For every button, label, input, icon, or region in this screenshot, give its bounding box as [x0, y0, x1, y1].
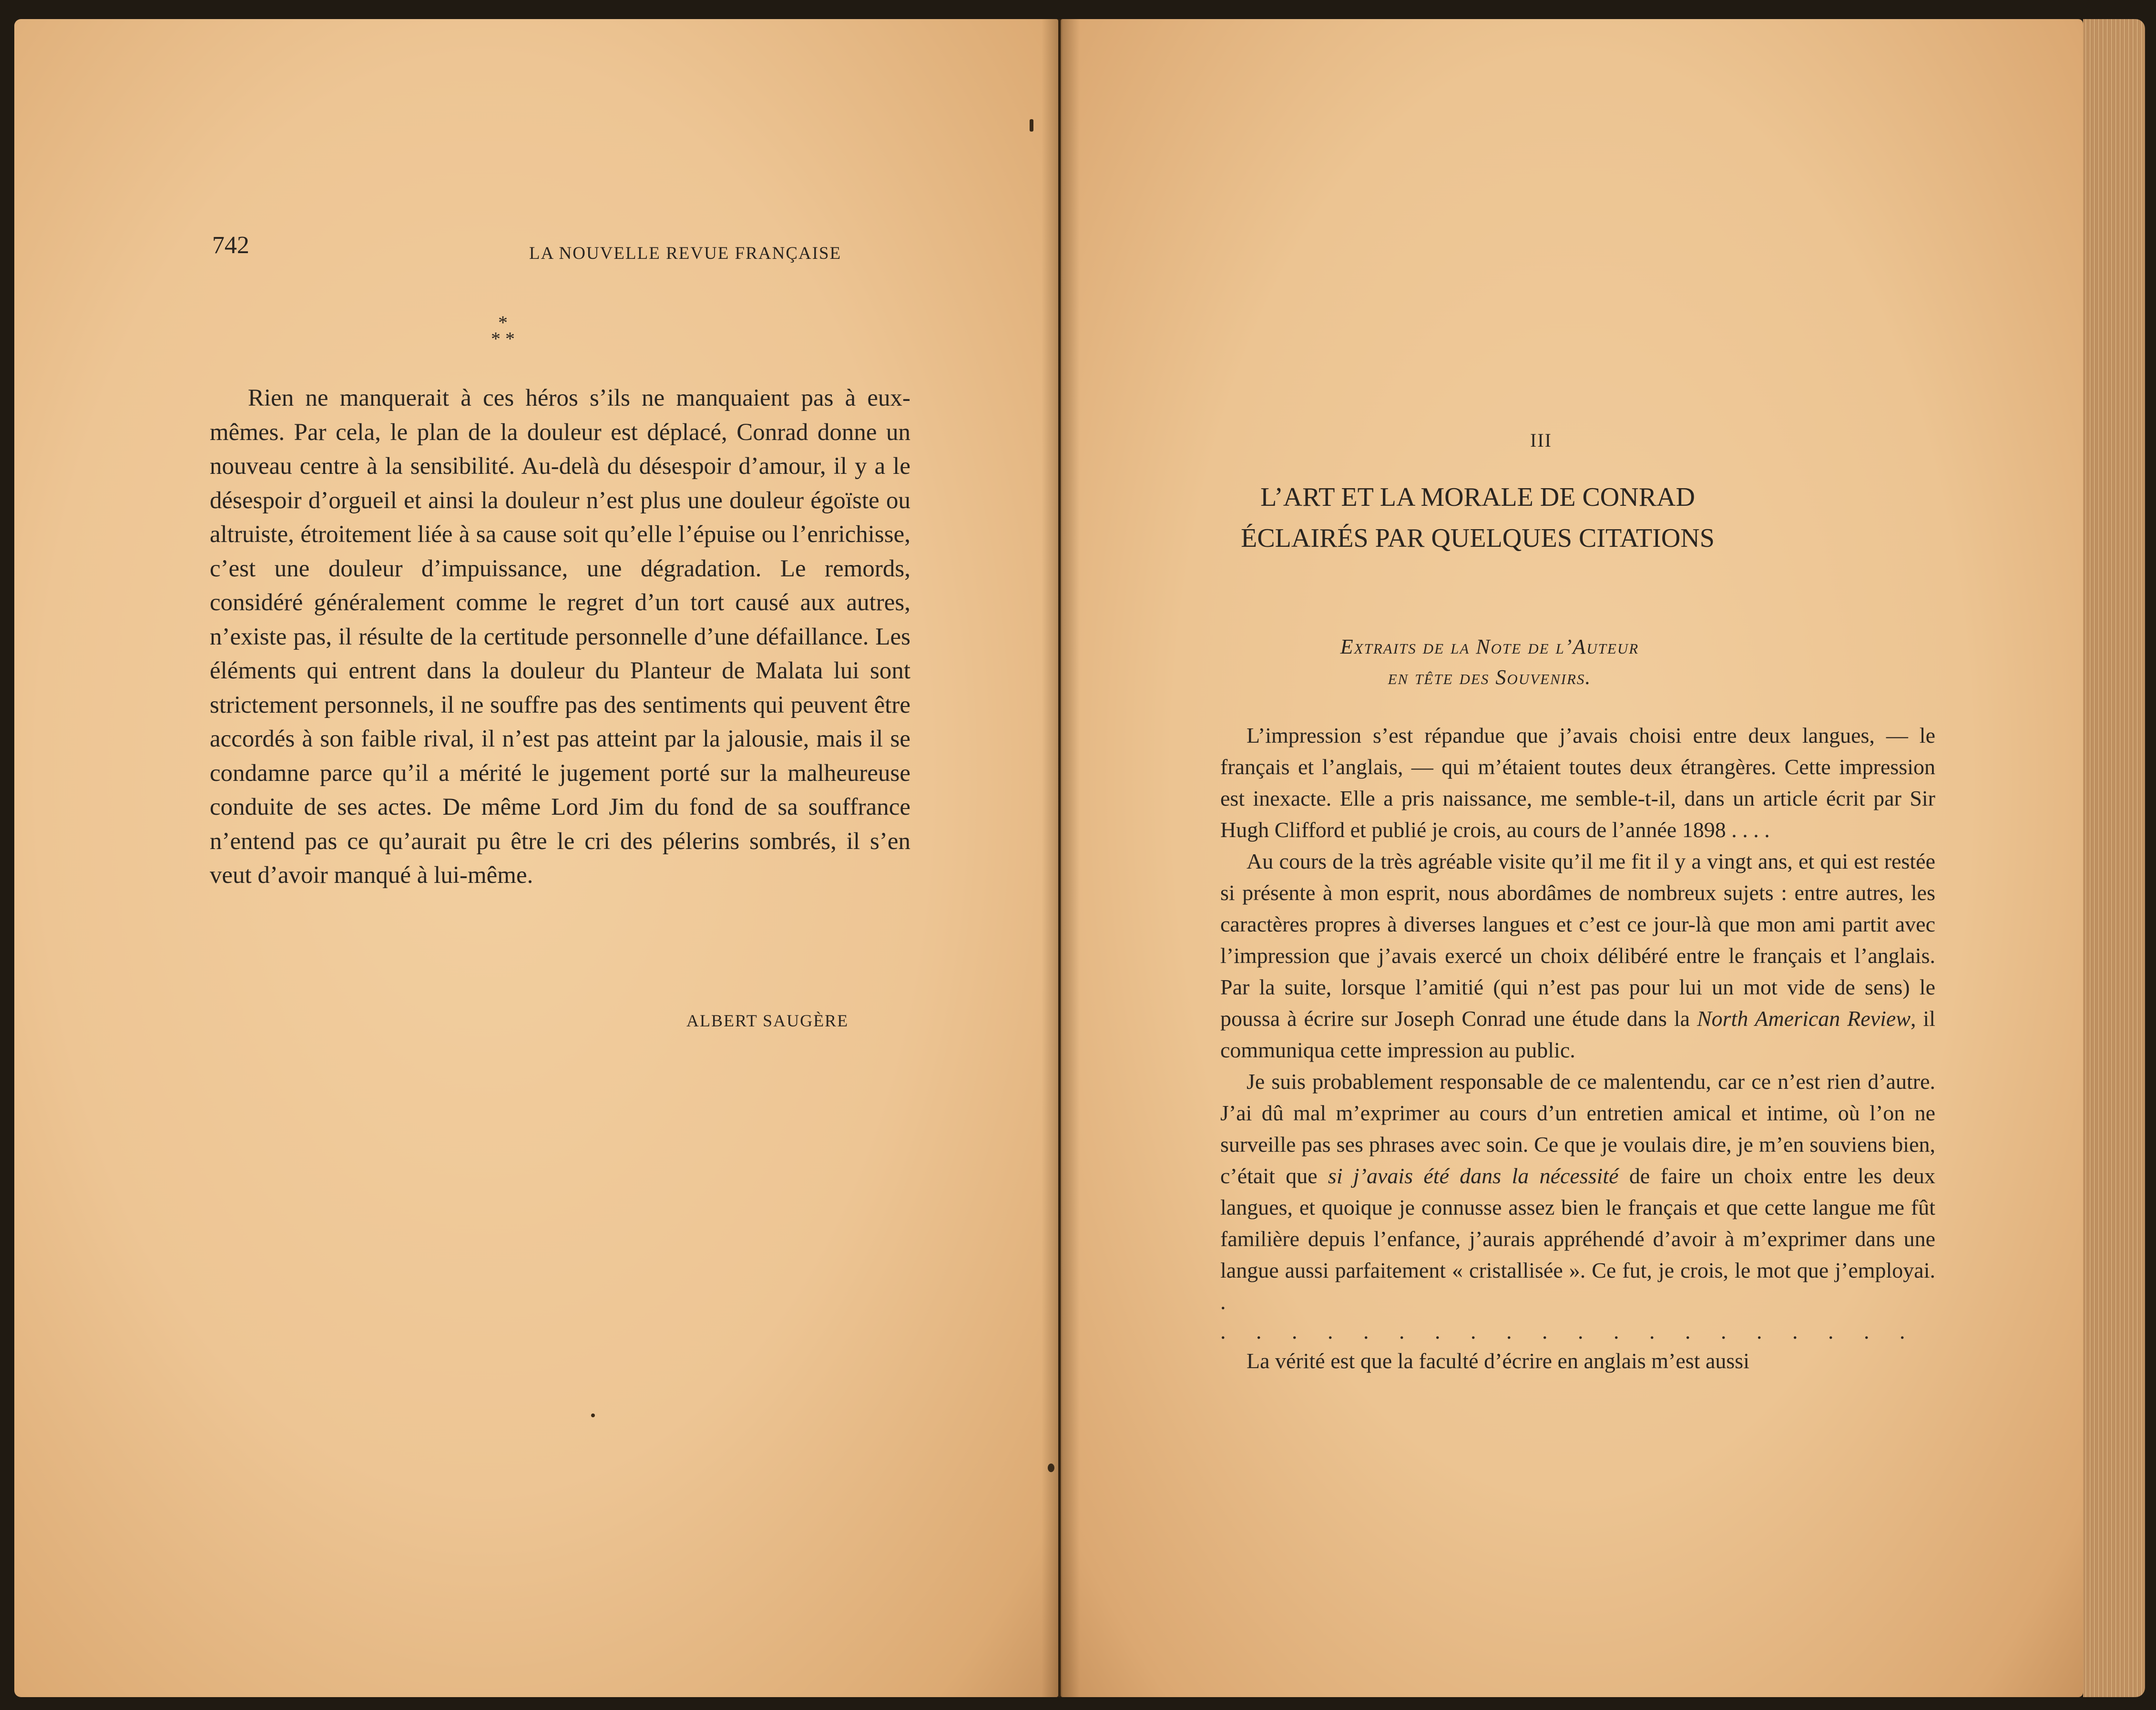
ellipsis-row: . . . . . . . . . . . . . . . . . . . . — [1220, 1319, 1918, 1343]
left-page — [14, 19, 1058, 1697]
article-subtitle — [1204, 632, 1776, 693]
paragraph-2-start: Au cours de la très agréable visite qu’il me fit il y a vingt ans, et qui est restée si présente à mon esprit, nous abordâmes de nombreux sujets : entre autres, les caractères propres à diverses langues et c’est ce jour-là que mon ami partit avec l’impression que j’avais exercé un choix délibéré entre le français et l’anglais. Par la suite, lorsque l’amitié (qui n’est pas pour lui un mot vide de sens) le poussa à écrire sur Joseph Conrad une étude dans la — [1220, 849, 1935, 1031]
book-gutter — [1042, 19, 1080, 1697]
author-signature: ALBERT SAUGÈRE — [686, 1011, 849, 1030]
section-number: III — [1530, 430, 1552, 451]
asterism-top: * — [498, 312, 508, 333]
paragraph-3 — [1220, 1066, 1935, 1318]
right-page — [1061, 19, 2083, 1697]
asterism — [491, 312, 515, 349]
asterism-bottom: * * — [491, 328, 515, 349]
paragraph-3-start: Je suis probablement responsable de ce malentendu, car ce n’est rien d’autre. J’ai dû mal m’exprimer au cours d’un entretien amical et intime, où l’on ne surveille pas ses phrases avec soin. Ce que je voulais dire, je m’en souviens bien, c’était que — [1220, 1069, 1935, 1188]
paragraph-3-end: de faire un choix entre les deux langues, et quoique je connusse assez bien le français et que cette langue me fût familière depuis l’enfance, j’aurais appréhendé d’avoir à m’exprimer dans une langue aussi parfaitement « cristallisée ». Ce fut, je crois, le mot que j’employai. . — [1220, 1164, 1935, 1314]
page-number: 742 — [212, 232, 249, 259]
subtitle-line-2: en tête des Souvenirs. — [1388, 666, 1592, 689]
paragraph-2-end: , il communiqua cette impression au public. — [1220, 1006, 1935, 1062]
journal-title: North American Review — [1696, 1006, 1911, 1031]
article-title — [1192, 477, 1764, 559]
page-edges — [2083, 19, 2145, 1697]
title-line-1: L’ART ET LA MORALE DE CONRAD — [1260, 482, 1695, 512]
running-head: LA NOUVELLE REVUE FRANÇAISE — [529, 244, 842, 263]
right-body-text — [1220, 720, 1935, 1377]
paragraph-4: La vérité est que la faculté d’écrire en anglais m’est aussi — [1247, 1349, 1749, 1373]
ink-spot — [591, 1413, 595, 1417]
left-body-text: Rien ne manquerait à ces héros s’ils ne manquaient pas à eux-mêmes. Par cela, le plan de la douleur est déplacé, Conrad donne un nouveau centre à la sensibilité. Au-delà du désespoir d’amour, il y a le désespoir d’orgueil et ainsi la douleur n’est plus une douleur égoïste ou altruiste, étroitement liée à sa cause soit qu’elle l’épuise ou l’enrichisse, c’est une douleur d’impuissance, une dégradation. Le remords, considéré généralement comme le regret d’un tort causé aux autres, n’existe pas, il résulte de la certitude personnelle d’une défaillance. Les éléments qui entrent dans la douleur du Planteur de Malata lui sont strictement personnels, il ne souffre pas des sentiments qui peuvent être accordés à son faible rival, il n’est pas atteint par la jalousie, mais il se condamne parce qu’il a mérité le jugement porté sur la malheureuse conduite de ses actes. De même Lord Jim du fond de sa souffrance n’entend pas ce qu’aurait pu être le cri des pélerins sombrés, il s’en veut d’avoir manqué à lui-même. — [210, 385, 910, 889]
paragraph-2 — [1220, 846, 1935, 1066]
ink-spot — [1030, 119, 1033, 132]
ink-spot — [1048, 1464, 1054, 1472]
subtitle-line-1: Extraits de la Note de l’Auteur — [1340, 635, 1639, 658]
emphasis-phrase: si j’avais été dans la nécessité — [1328, 1164, 1619, 1188]
paragraph-1: L’impression s’est répandue que j’avais choisi entre deux langues, — le français et l’anglais, — qui m’étaient toutes deux étrangères. Cette impression est inexacte. Elle a pris naissance, me semble-t-il, dans un article écrit par Sir Hugh Clifford et publié je crois, au cours de l’année 1898 . . . . — [1220, 723, 1935, 842]
title-line-2: ÉCLAIRÉS PAR QUELQUES CITATIONS — [1241, 523, 1715, 553]
